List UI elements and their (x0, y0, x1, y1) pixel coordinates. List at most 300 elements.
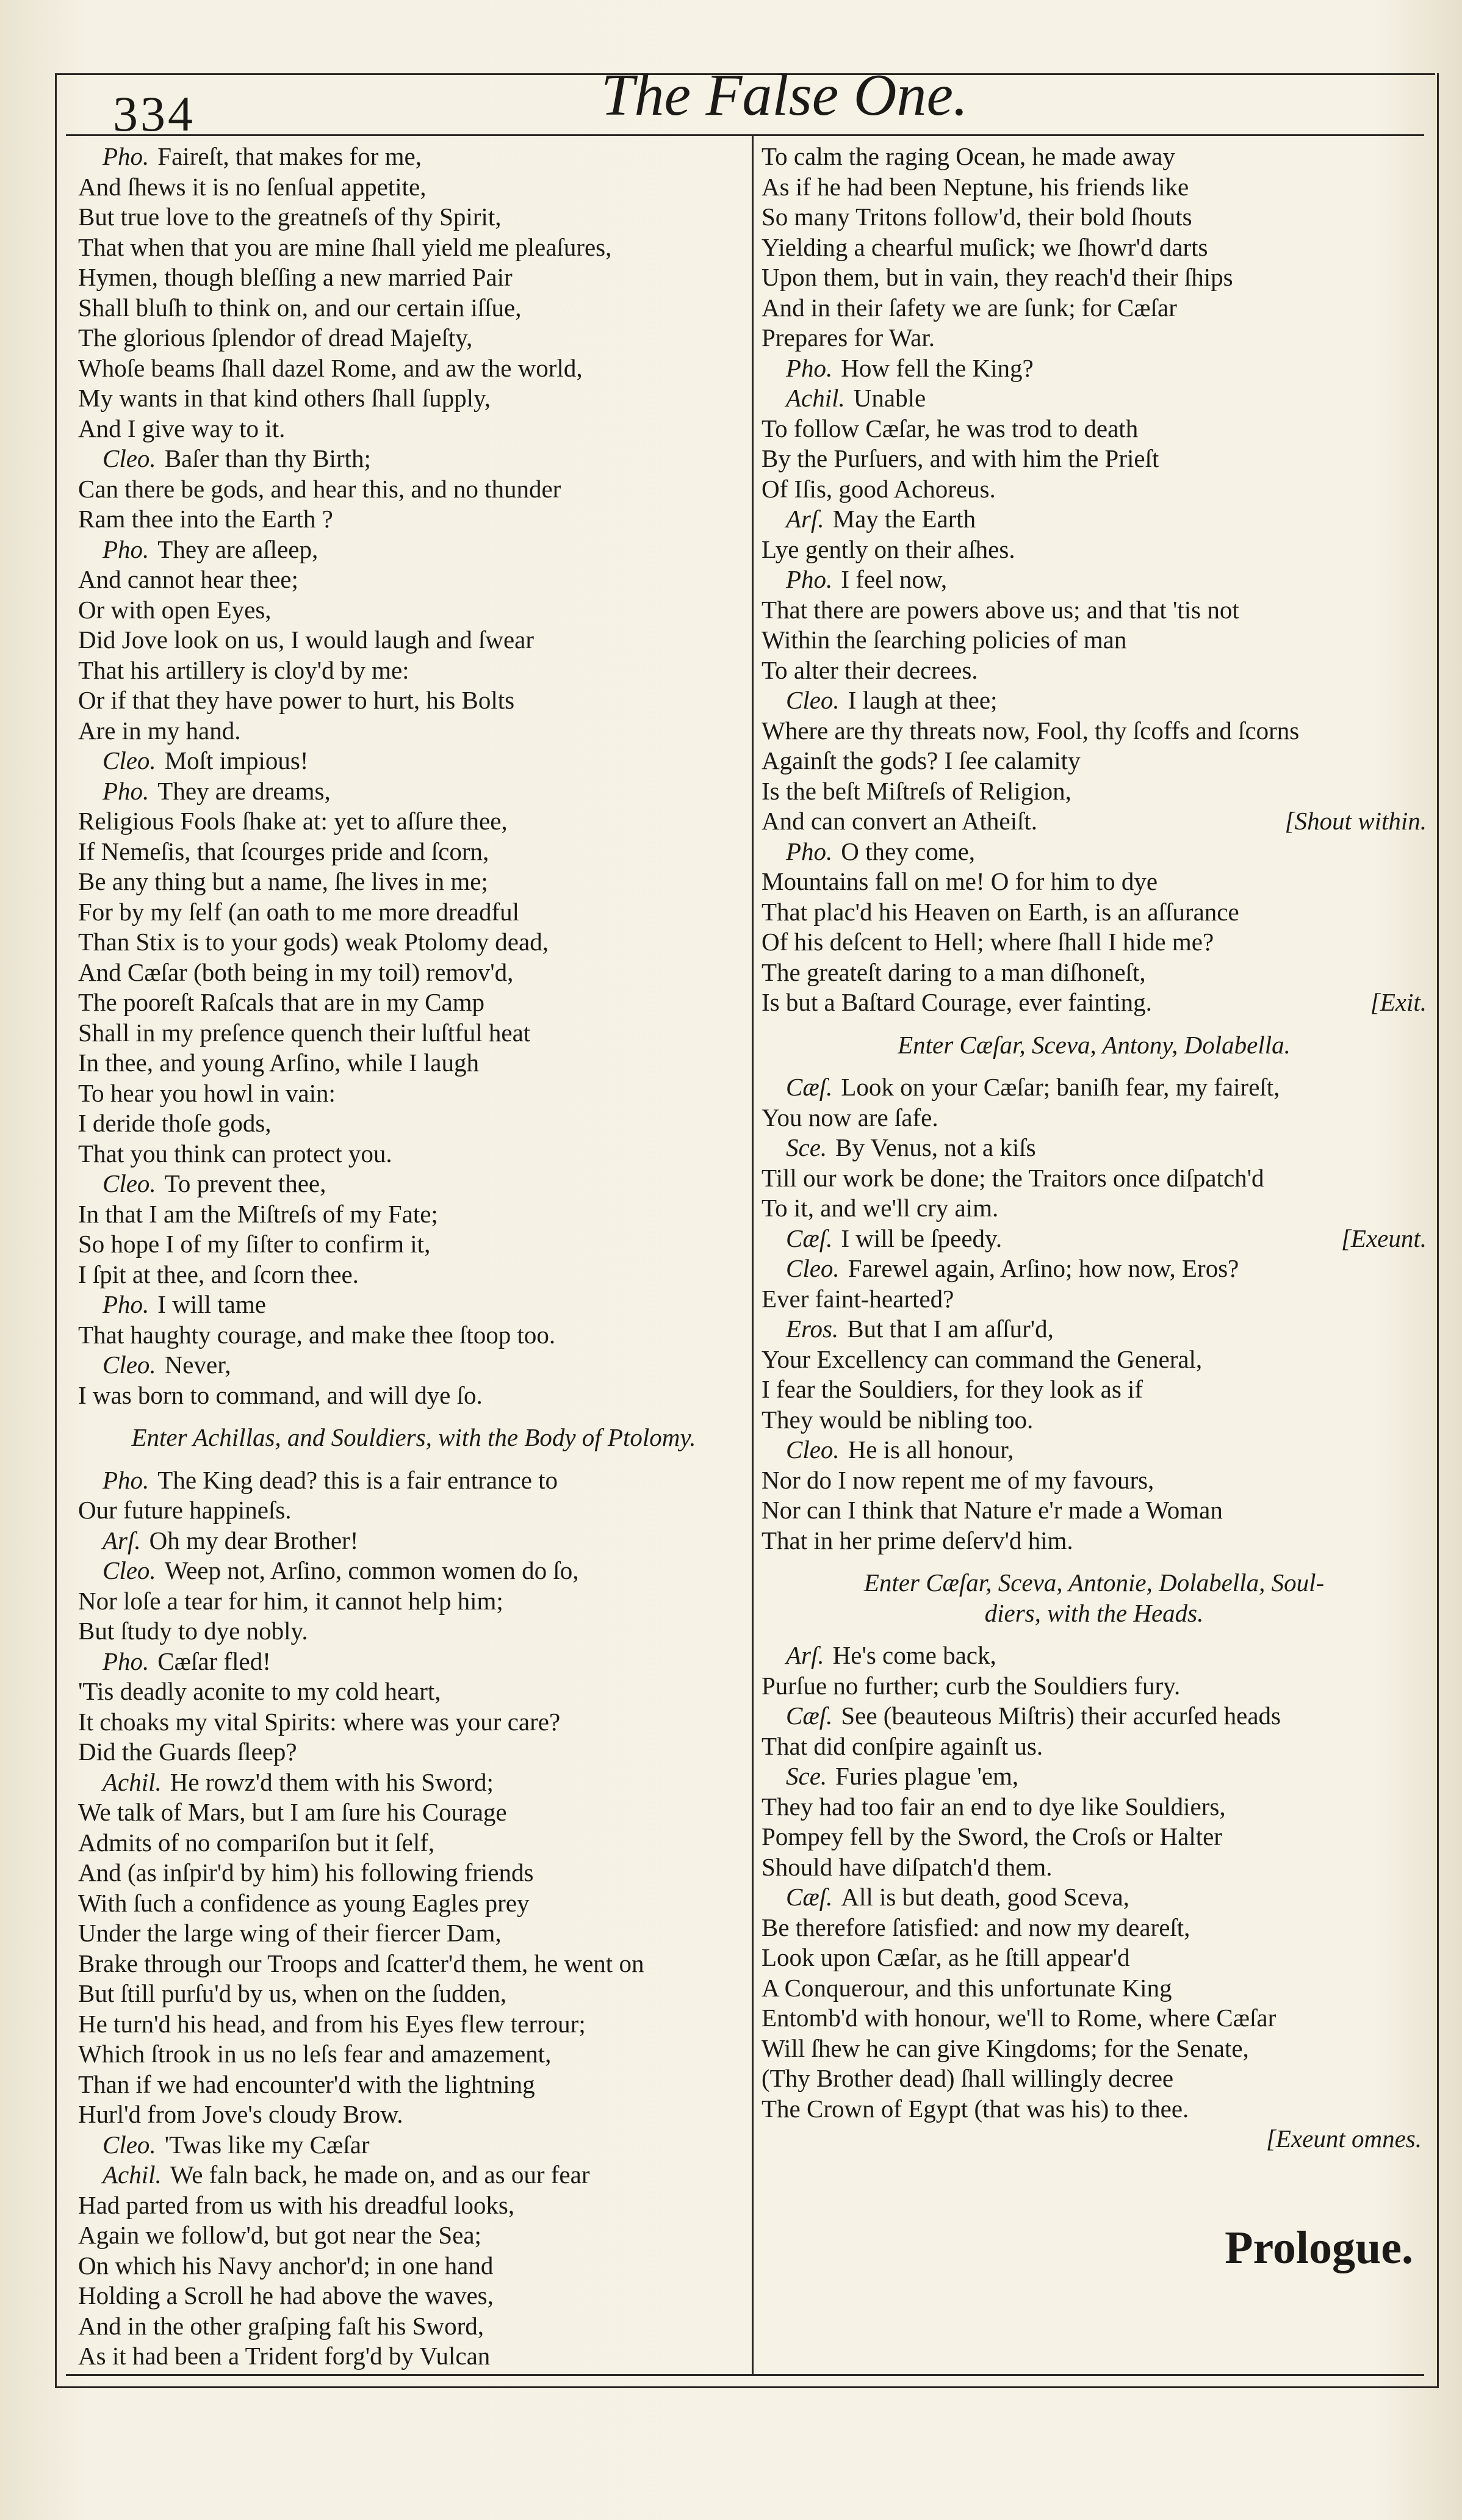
speaker-name: Pho. (103, 1465, 149, 1494)
speaker-name: Sce. (786, 1133, 827, 1161)
line-body (78, 262, 513, 293)
verse-line (78, 1078, 749, 1109)
line-body (78, 625, 534, 655)
verse-line (78, 474, 749, 505)
line-text: I laugh at thee; (848, 686, 998, 714)
line-body (762, 595, 1239, 626)
line-text: Holding a Scroll he had above the waves, (78, 2281, 494, 2309)
line-text: Unable (853, 384, 926, 412)
speaker-name: Eros. (786, 1315, 839, 1343)
line-text: Shall bluſh to think on, and our certain iſſue, (78, 293, 522, 322)
line-text: Admits of no compariſon but it ſelf, (78, 1828, 435, 1857)
line-body (78, 1858, 533, 1888)
line-text: I deride thoſe gods, (78, 1109, 272, 1137)
line-text: By Venus, not a kiſs (835, 1133, 1036, 1161)
line-body (762, 535, 1015, 565)
line-body (762, 1852, 1053, 1883)
verse-line (762, 595, 1427, 626)
line-body (103, 1169, 326, 1199)
line-body (103, 1767, 494, 1798)
spacer (78, 1453, 749, 1465)
spacer (78, 1410, 749, 1423)
line-body (786, 1435, 1014, 1465)
line-body (78, 2341, 490, 2372)
speaker-name: Cleo. (103, 444, 156, 472)
verse-line (762, 746, 1427, 776)
line-body (762, 1193, 998, 1224)
verse-line (762, 1671, 1427, 1702)
line-body (786, 837, 975, 867)
line-body (78, 2009, 586, 2040)
speaker-name: Sce. (786, 1762, 827, 1790)
line-text: Look upon Cæſar, as he ſtill appear'd (762, 1943, 1130, 1971)
verse-line (762, 1852, 1427, 1883)
line-body (103, 444, 371, 474)
spacer (762, 1060, 1427, 1072)
line-text: Had parted from us with his dreadful looks, (78, 2190, 515, 2219)
line-text: That plac'd his Heaven on Earth, is an aſſurance (762, 897, 1239, 926)
verse-line (762, 716, 1427, 746)
bottom-rule (66, 2374, 1424, 2376)
line-body (78, 353, 583, 384)
verse-line (78, 444, 749, 474)
verse-line (78, 1048, 749, 1078)
verse-line (762, 806, 1427, 837)
stage-direction: Enter Cæſar, Sceva, Antonie, Dolabella, Soul- (863, 1569, 1325, 1597)
verse-line (78, 1465, 749, 1496)
line-text: Faireſt, that makes for me, (157, 142, 422, 170)
verse-line (78, 1767, 749, 1798)
line-body (78, 1616, 308, 1647)
verse-line (762, 625, 1427, 655)
line-body (762, 1943, 1130, 1973)
verse-line (78, 2099, 749, 2130)
verse-line (762, 535, 1427, 565)
line-body (786, 565, 947, 595)
line-body (78, 2070, 535, 2100)
verse-line (762, 1133, 1427, 1163)
verse-line (762, 1193, 1427, 1224)
speaker-name: Pho. (103, 535, 149, 563)
line-body (762, 1405, 1033, 1435)
line-body (762, 1671, 1180, 1702)
line-body (103, 1556, 579, 1586)
line-body (762, 2063, 1173, 2094)
line-text: Pompey fell by the Sword, the Croſs or Halter (762, 1822, 1222, 1850)
line-text: Can there be gods, and hear this, and no thunder (78, 474, 561, 503)
verse-line (78, 414, 749, 444)
line-body (786, 1254, 1239, 1284)
line-text: The greateſt daring to a man diſhoneſt, (762, 958, 1146, 986)
verse-line (762, 1943, 1427, 1973)
line-text: They are aſleep, (157, 535, 319, 563)
verse-line (762, 867, 1427, 897)
line-text: I will tame (157, 1290, 266, 1318)
line-text: I feel now, (841, 565, 948, 593)
line-body (762, 1495, 1223, 1526)
line-body (78, 685, 514, 716)
line-body (78, 2251, 493, 2281)
verse-line (762, 1526, 1427, 1556)
line-body (762, 1822, 1222, 1852)
line-body (762, 716, 1299, 746)
verse-line (762, 1465, 1427, 1496)
line-body (786, 1072, 1280, 1103)
line-text: By the Purſuers, and with him the Prieſt (762, 444, 1159, 472)
verse-line (78, 1586, 749, 1617)
verse-line (762, 655, 1427, 686)
speaker-name: Cleo. (103, 2130, 156, 2159)
line-text: Brake through our Troops and ſcatter'd them, he went on (78, 1949, 644, 1977)
line-body (78, 1108, 272, 1139)
speaker-name: Pho. (103, 142, 149, 170)
line-text: Our future happineſs. (78, 1496, 292, 1524)
verse-line (78, 202, 749, 233)
line-body (762, 958, 1146, 988)
line-body (78, 2281, 494, 2311)
verse-line (78, 1737, 749, 1767)
line-body (786, 1133, 1036, 1163)
line-text: To alter their decrees. (762, 655, 978, 684)
line-text: Or with open Eyes, (78, 595, 272, 624)
verse-line (762, 1103, 1427, 1133)
line-body (78, 927, 549, 958)
line-text: Oh my dear Brother! (149, 1526, 359, 1554)
line-text: Baſer than thy Birth; (164, 444, 371, 472)
line-body (762, 262, 1233, 293)
line-text: So hope I of my ſiſter to confirm it, (78, 1230, 431, 1258)
verse-line (762, 2034, 1427, 2064)
line-body (762, 1103, 938, 1133)
line-text: Will ſhew he can give Kingdoms; for the Senate, (762, 2034, 1249, 2062)
verse-line (78, 1108, 749, 1139)
verse-line (762, 1163, 1427, 1194)
line-text: Within the ſearching policies of man (762, 626, 1127, 654)
verse-line (78, 1677, 749, 1707)
line-text: But that I am aſſur'd, (847, 1315, 1054, 1343)
line-text: And in their ſafety we are ſunk; for Cæſar (762, 293, 1177, 322)
line-text: A Conquerour, and this unfortunate King (762, 1973, 1172, 2002)
line-body (103, 1350, 231, 1381)
speaker-name: Arſ. (103, 1526, 141, 1554)
line-text: Where are thy threats now, Fool, thy ſcoffs and ſcorns (762, 716, 1300, 745)
verse-line (78, 504, 749, 535)
line-body (78, 1229, 430, 1260)
verse-line (762, 1701, 1427, 1731)
line-body (762, 1792, 1226, 1822)
line-body (762, 323, 935, 353)
line-text: Till our work be done; the Traitors once diſpatch'd (762, 1163, 1264, 1192)
spacer (762, 1556, 1427, 1568)
line-body (78, 1320, 555, 1351)
speaker-name: Cæſ. (786, 1073, 833, 1101)
verse-line (78, 2130, 749, 2161)
verse-line (78, 1229, 749, 1260)
speaker-name: Achil. (786, 384, 845, 412)
verse-line (762, 1314, 1427, 1345)
speaker-name: Pho. (103, 1290, 149, 1318)
verse-line (78, 1858, 749, 1888)
line-body (78, 565, 298, 595)
line-body (762, 1465, 1154, 1496)
verse-line (762, 1973, 1427, 2004)
line-body (78, 1586, 503, 1617)
verse-line (78, 1828, 749, 1858)
line-text: Are in my hand. (78, 716, 241, 745)
line-text: The Crown of Egypt (that was his) to thee. (762, 2094, 1189, 2123)
verse-line (762, 1284, 1427, 1315)
line-text: Never, (164, 1351, 231, 1379)
left-text-column (78, 142, 749, 2372)
line-body (762, 867, 1158, 897)
line-body (762, 1345, 1202, 1375)
verse-line (762, 414, 1427, 444)
verse-line (78, 2070, 749, 2100)
line-body (78, 1677, 441, 1707)
speaker-name: Arſ. (786, 1641, 824, 1669)
verse-line (78, 233, 749, 263)
line-body (762, 444, 1159, 474)
line-text: Is but a Baſtard Courage, ever fainting. (762, 988, 1152, 1016)
verse-line (78, 2251, 749, 2281)
line-text: See (beauteous Miſtris) their accurſed heads (841, 1702, 1281, 1730)
line-text: Again we follow'd, but got near the Sea; (78, 2221, 481, 2249)
line-text: Hurl'd from Jove's cloudy Brow. (78, 2100, 403, 2128)
line-text: It choaks my vital Spirits: where was your care? (78, 1707, 561, 1736)
line-text: That there are powers above us; and that 'tis not (762, 595, 1239, 624)
line-text: The glorious ſplendor of dread Majeſty, (78, 323, 473, 352)
verse-line (78, 716, 749, 746)
line-body (762, 202, 1192, 233)
line-body (78, 1737, 297, 1767)
line-body (762, 1374, 1143, 1405)
line-text: Againſt the gods? I ſee calamity (762, 746, 1081, 774)
line-body (103, 1290, 266, 1320)
speaker-name: Pho. (103, 1647, 149, 1675)
line-body (78, 1828, 434, 1858)
line-body (78, 806, 508, 837)
verse-line (78, 595, 749, 626)
line-text: That you think can protect you. (78, 1139, 392, 1168)
verse-line (78, 2039, 749, 2070)
line-text: Your Excellency can command the General, (762, 1345, 1203, 1373)
line-body (78, 897, 519, 928)
line-text: Furies plague 'em, (835, 1762, 1019, 1790)
line-body (786, 1314, 1054, 1345)
verse-line (762, 1072, 1427, 1103)
line-body (78, 2039, 551, 2070)
line-text: Ram thee into the Earth ? (78, 505, 333, 533)
verse-line (762, 444, 1427, 474)
verse-line (78, 1556, 749, 1586)
line-text: Be therefore ſatisfied: and now my deareſt, (762, 1913, 1190, 1941)
verse-line (78, 1647, 749, 1677)
verse-line (78, 1526, 749, 1556)
line-body (78, 655, 409, 686)
line-text: Is the beſt Miſtreſs of Religion, (762, 776, 1071, 805)
line-body (78, 172, 426, 203)
line-text: You now are ſafe. (762, 1103, 938, 1132)
verse-line (762, 323, 1427, 353)
line-body (78, 1888, 530, 1919)
verse-line (762, 1761, 1427, 1792)
line-text: Did Jove look on us, I would laugh and ſwear (78, 626, 534, 654)
line-text: In that I am the Miſtreſs of my Fate; (78, 1199, 438, 1228)
line-text: I will be ſpeedy. (841, 1224, 1003, 1252)
verse-line (762, 293, 1427, 323)
speaker-name: Cæſ. (786, 1883, 833, 1911)
line-body (78, 958, 513, 988)
line-text: But ſtudy to dye nobly. (78, 1617, 308, 1645)
verse-line (762, 565, 1427, 595)
verse-line (78, 685, 749, 716)
verse-line (762, 474, 1427, 505)
line-text: How fell the King? (841, 353, 1034, 382)
line-text: To prevent thee, (164, 1169, 326, 1197)
catchword: Prologue. (1225, 2222, 1413, 2273)
line-text: May the Earth (832, 505, 976, 533)
verse-line (78, 625, 749, 655)
line-text: O they come, (841, 837, 976, 865)
line-text: Should have diſpatch'd them. (762, 1852, 1053, 1881)
line-body (762, 474, 996, 505)
verse-line (78, 2341, 749, 2372)
verse-line (78, 1260, 749, 1290)
line-text: That did conſpire againſt us. (762, 1731, 1043, 1760)
line-body (762, 655, 978, 686)
line-text: Under the large wing of their fiercer Dam, (78, 1919, 502, 1947)
verse-line (78, 1888, 749, 1919)
line-body (786, 1761, 1018, 1792)
line-text: He's come back, (832, 1641, 996, 1669)
speaker-name: Pho. (786, 565, 833, 593)
line-body (78, 202, 501, 233)
line-text: We faln back, he made on, and as our fear (170, 2161, 590, 2189)
speaker-name: Cæſ. (786, 1224, 833, 1252)
line-body (78, 987, 484, 1018)
line-body (78, 2220, 481, 2251)
line-body (78, 1381, 483, 1411)
line-body (762, 1284, 954, 1315)
line-text: Mountains fall on me! O for him to dye (762, 867, 1158, 895)
line-body (786, 685, 997, 716)
line-body (762, 987, 1152, 1018)
line-text: To follow Cæſar, he was trod to death (762, 414, 1139, 442)
column-divider (752, 135, 754, 2374)
line-text: To calm the raging Ocean, he made away (762, 142, 1175, 170)
line-text: Cæſar fled! (157, 1647, 271, 1675)
line-body (78, 1949, 644, 1979)
line-text: Hymen, though bleſſing a new married Pair (78, 263, 513, 291)
speaker-name: Cleo. (103, 1351, 156, 1379)
line-text: But true love to the greatneſs of thy Spirit, (78, 203, 502, 231)
line-text: And cannot hear thee; (78, 565, 298, 593)
verse-line (78, 1018, 749, 1049)
line-body (762, 2003, 1276, 2034)
line-body (78, 293, 522, 323)
speaker-name: Cæſ. (786, 1702, 833, 1730)
line-text: And Cæſar (both being in my toil) remov'd, (78, 958, 514, 986)
line-text: Moſt impious! (164, 746, 309, 774)
verse-line (762, 1435, 1427, 1465)
line-text: Prepares for War. (762, 323, 935, 352)
line-body (103, 1526, 358, 1556)
verse-line (762, 2003, 1427, 2034)
line-body (762, 1163, 1264, 1194)
line-body (103, 142, 422, 172)
line-body (786, 1701, 1281, 1731)
line-body (78, 1797, 507, 1828)
line-body (103, 746, 308, 776)
line-text: On which his Navy anchor'd; in one hand (78, 2251, 494, 2280)
line-text: Upon them, but in vain, they reach'd their ſhips (762, 263, 1233, 291)
verse-line (762, 987, 1427, 1018)
verse-line (762, 837, 1427, 867)
verse-line (78, 323, 749, 353)
line-text: 'Tis deadly aconite to my cold heart, (78, 1677, 441, 1705)
verse-line (78, 867, 749, 897)
verse-line (78, 142, 749, 172)
verse-line (78, 1949, 749, 1979)
verse-line (78, 293, 749, 323)
line-text: Ever faint-hearted? (762, 1284, 954, 1313)
line-body (78, 1495, 292, 1526)
line-text: Purſue no further; curb the Souldiers fury. (762, 1671, 1181, 1700)
stage-direction-inline: [Exeunt. (1341, 1224, 1427, 1252)
verse-line (762, 1822, 1427, 1852)
line-text: As if he had been Neptune, his friends like (762, 172, 1189, 201)
line-text: Which ſtrook in us no leſs fear and amazement, (78, 2040, 552, 2068)
verse-line (762, 1913, 1427, 1943)
line-text: Be any thing but a name, ſhe lives in me; (78, 867, 488, 895)
verse-line (78, 353, 749, 384)
line-body (762, 897, 1239, 928)
verse-line (78, 1979, 749, 2009)
verse-line (78, 172, 749, 203)
verse-line (762, 927, 1427, 958)
verse-line (78, 1797, 749, 1828)
line-text: They would be nibling too. (762, 1405, 1034, 1434)
verse-line (78, 837, 749, 867)
verse-line (762, 1641, 1427, 1671)
verse-line (762, 353, 1427, 384)
spacer (762, 1018, 1427, 1030)
line-text: If Nemeſis, that ſcourges pride and ſcorn, (78, 837, 489, 865)
line-body (103, 1647, 271, 1677)
verse-line (762, 1254, 1427, 1284)
speaker-name: Achil. (103, 2161, 162, 2189)
line-text: Weep not, Arſino, common women do ſo, (164, 1556, 579, 1584)
verse-line (78, 1320, 749, 1351)
verse-line (78, 1199, 749, 1230)
verse-line (78, 1350, 749, 1381)
verse-line (762, 2094, 1427, 2125)
line-body (78, 1979, 506, 2009)
verse-line (78, 2281, 749, 2311)
verse-line (78, 1707, 749, 1738)
verse-line (762, 172, 1427, 203)
verse-line (78, 746, 749, 776)
line-body (103, 535, 318, 565)
line-text: Lye gently on their aſhes. (762, 535, 1015, 563)
line-body (103, 1465, 558, 1496)
line-text: Entomb'd with honour, we'll to Rome, where Cæſar (762, 2004, 1277, 2032)
line-body (762, 776, 1071, 807)
line-body (78, 1199, 438, 1230)
line-body (78, 2099, 403, 2130)
line-text: And can convert an Atheiſt. (762, 807, 1038, 835)
speaker-name: Cleo. (786, 686, 840, 714)
